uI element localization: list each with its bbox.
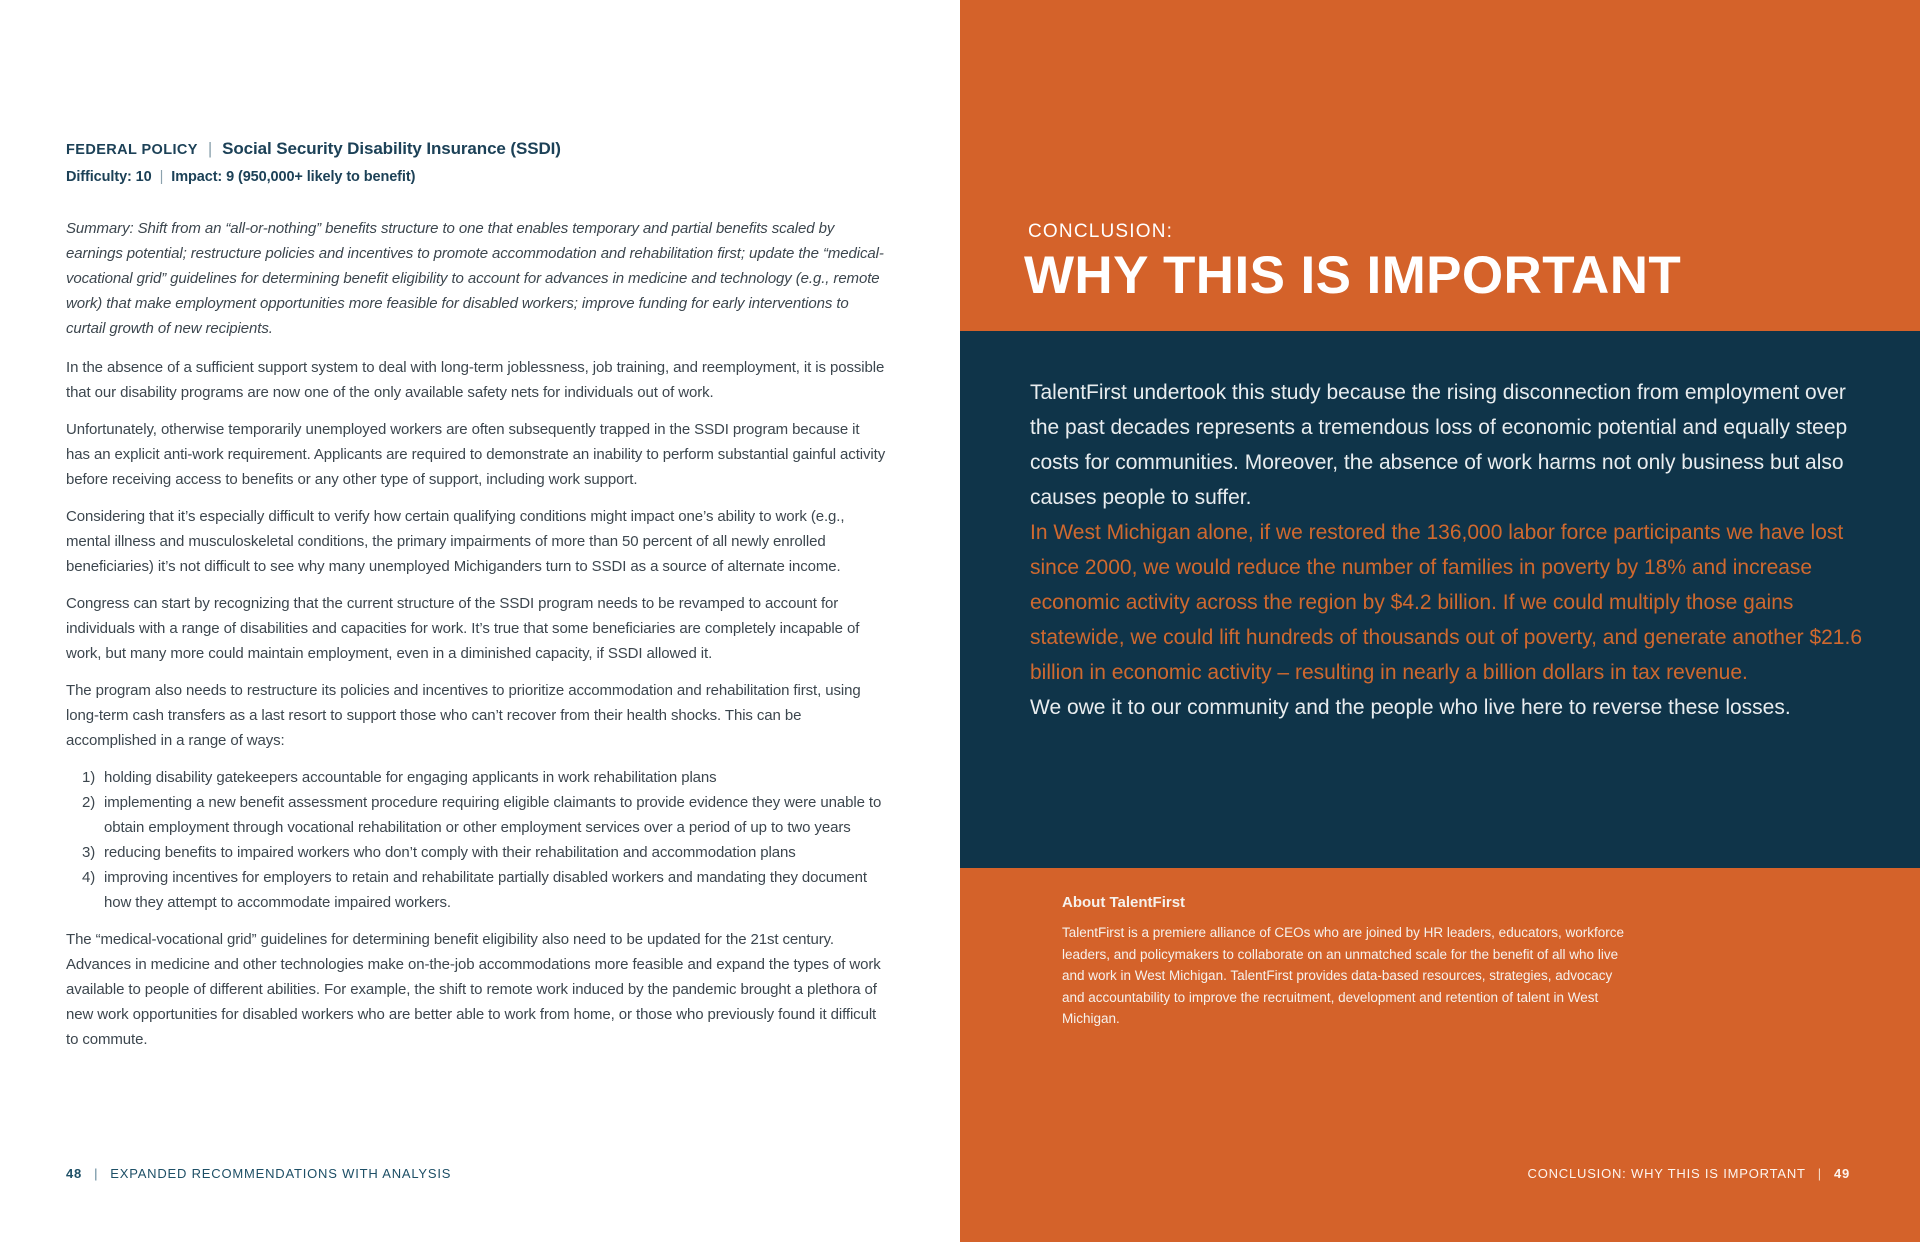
conclusion-kicker: CONCLUSION: <box>1028 221 1174 242</box>
list-item <box>82 790 886 840</box>
about-heading: About TalentFirst <box>1062 894 1186 911</box>
list-item-text: holding disability gatekeepers accountable for engaging applicants in work rehabilitation plans <box>104 769 717 786</box>
body-paragraph: The “medical-vocational grid” guidelines for determining benefit eligibility also need to be updated for the 21st century. Advances in medicine and other technologies make on-the-job accommodations more feasible and expand the types of work available to people of different abilities. For example, the shift to remote work induced by the pandemic brought a plethora of new work opportunities for disabled workers who are better able to work from home, or those who previously found it difficult to commute. <box>66 931 881 1048</box>
right-page-footer <box>1528 1166 1851 1181</box>
footer-label: EXPANDED RECOMMENDATIONS WITH ANALYSIS <box>110 1166 452 1181</box>
difficulty-value: Difficulty: 10 <box>66 169 152 185</box>
conclusion-title: WHY THIS IS IMPORTANT <box>1024 246 1682 305</box>
page-number: 49 <box>1833 1166 1850 1181</box>
right-page <box>960 0 1920 1242</box>
pull-quote: In West Michigan alone, if we restored the 136,000 labor force participants we have lost since 2000, we would reduce the number of families in poverty by 18% and increase economic activity across the region by $4.2 billion. If we could multiply those gains statewide, we could lift hundreds of thousands out of poverty, and generate another $21.6 billion in economic activity – resulting in nearly a billion dollars in tax revenue. <box>1030 521 1863 684</box>
footer-label: CONCLUSION: WHY THIS IS IMPORTANT <box>1527 1166 1806 1181</box>
left-page-content <box>66 136 886 1064</box>
impact-value: Impact: 9 (950,000+ likely to benefit) <box>171 169 416 185</box>
list-item-number: 3) <box>82 844 96 861</box>
body-paragraph: Congress can start by recognizing that the current structure of the SSDI program needs to be revamped to account for individuals with a range of disabilities and capacities for work. It’s true that some beneficiaries are completely incapable of work, but many more could maintain employment, even in a diminished capacity, if SSDI allowed it. <box>66 595 860 662</box>
recommendation-title: Social Security Disability Insurance (SSDI) <box>222 139 561 158</box>
list-item <box>82 765 886 790</box>
list-item-number: 2) <box>82 794 96 811</box>
list-item-number: 4) <box>82 869 96 886</box>
summary-paragraph: Summary: Shift from an “all-or-nothing” benefits structure to one that enables temporary and partial benefits scaled by earnings potential; restructure policies and incentives to promote accommodation and rehabilitation first; update the “medical-vocational grid” guidelines for determining benefit eligibility to account for advances in medicine and technology (e.g., remote work) that make employment opportunities more feasible for disabled workers; improve funding for early interventions to curtail growth of new recipients. <box>66 220 884 337</box>
numbered-list <box>82 765 886 915</box>
meta-divider: | <box>159 169 164 185</box>
left-page-footer <box>66 1166 451 1181</box>
page-number: 48 <box>66 1166 83 1181</box>
about-talentfirst <box>1062 894 1628 1030</box>
panel-paragraph: TalentFirst undertook this study because the rising disconnection from employment over the past decades represents a tremendous loss of economic potential and equally steep costs for communities. Moreover, the absence of work harms not only business but also causes people to suffer. <box>1030 381 1848 509</box>
list-item-number: 1) <box>82 769 96 786</box>
recommendation-heading <box>66 136 886 163</box>
about-body: TalentFirst is a premiere alliance of CEOs who are joined by HR leaders, educators, workforce leaders, and policymakers to collaborate on an unmatched scale for the benefit of all who live and work in West Michigan. TalentFirst provides data-based resources, strategies, advocacy and accountability to improve the recruitment, development and retention of talent in West Michigan. <box>1062 925 1624 1026</box>
body-paragraph: Considering that it’s especially difficult to verify how certain qualifying conditions might impact one’s ability to work (e.g., mental illness and musculoskeletal conditions, the primary impairments of more than 50 percent of all newly enrolled beneficiaries) it’s not difficult to see why many unemployed Michiganders turn to SSDI as a source of alternate income. <box>66 508 845 575</box>
footer-divider: | <box>94 1166 99 1181</box>
footer-divider: | <box>1817 1166 1822 1181</box>
body-paragraph: Unfortunately, otherwise temporarily unemployed workers are often subsequently trapped in the SSDI program because it has an explicit anti-work requirement. Applicants are required to demonstrate an inability to perform substantial gainful activity before receiving access to benefits or any other type of support, including work support. <box>66 421 886 488</box>
list-item <box>82 840 886 865</box>
body-paragraph: The program also needs to restructure its policies and incentives to prioritize accommodation and rehabilitation first, using long-term cash transfers as a last resort to support those who can’t recover from their health shocks. This can be accomplished in a range of ways: <box>66 682 861 749</box>
conclusion-panel <box>960 331 1920 868</box>
section-kicker: FEDERAL POLICY <box>66 142 198 158</box>
list-item-text: reducing benefits to impaired workers who don’t comply with their rehabilitation and accommodation plans <box>104 844 796 861</box>
list-item-text: improving incentives for employers to retain and rehabilitate partially disabled workers and mandating they document how they attempt to accommodate impaired workers. <box>104 869 867 911</box>
list-item <box>82 865 886 915</box>
list-item-text: implementing a new benefit assessment procedure requiring eligible claimants to provide evidence they were unable to obtain employment through vocational rehabilitation or other employment services over a period of up to two years <box>104 794 882 836</box>
difficulty-impact-line <box>66 165 886 190</box>
panel-closing-line: We owe it to our community and the people who live here to reverse these losses. <box>1030 696 1791 719</box>
heading-divider: | <box>207 139 213 158</box>
body-paragraph: In the absence of a sufficient support system to deal with long-term joblessness, job training, and reemployment, it is possible that our disability programs are now one of the only available safety nets for individuals out of work. <box>66 359 885 401</box>
